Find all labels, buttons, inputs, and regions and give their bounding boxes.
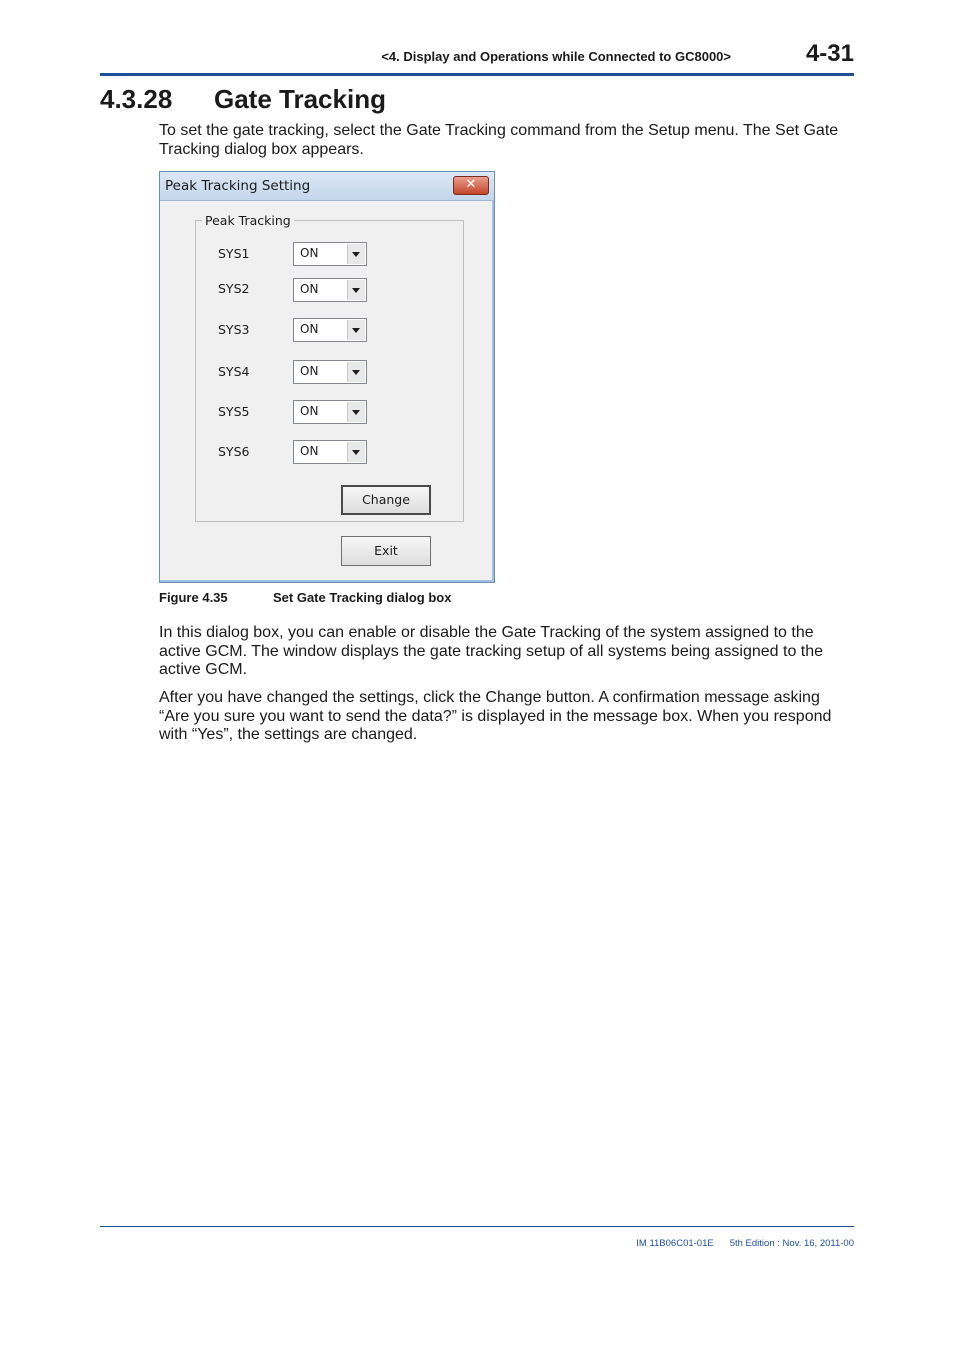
sys2-value: ON bbox=[300, 282, 319, 296]
doc-id: IM 11B06C01-01E bbox=[636, 1238, 714, 1249]
intro-paragraph: To set the gate tracking, select the Gate Tracking command from the Setup menu. The Set Gate Tracking dialog box appears. bbox=[159, 122, 839, 158]
close-icon: ✕ bbox=[465, 177, 477, 192]
sys4-label: SYS4 bbox=[218, 364, 250, 379]
page-number: 4-31 bbox=[805, 40, 854, 67]
section-heading bbox=[100, 84, 386, 115]
sys6-label: SYS6 bbox=[218, 444, 250, 459]
header-rule bbox=[100, 73, 854, 76]
section-title: Gate Tracking bbox=[214, 84, 386, 114]
dialog-title: Peak Tracking Setting bbox=[165, 178, 311, 194]
chevron-down-icon[interactable] bbox=[347, 280, 365, 300]
edition: 5th Edition : Nov. 16, 2011-00 bbox=[729, 1238, 854, 1249]
sys3-label: SYS3 bbox=[218, 322, 250, 337]
sys5-value: ON bbox=[300, 404, 319, 418]
paragraph-2: In this dialog box, you can enable or disable the Gate Tracking of the system assigned to the active GCM. The window displays the gate tracking setup of all systems being assigned to the active GCM. bbox=[159, 624, 824, 678]
chevron-down-icon[interactable] bbox=[347, 362, 365, 382]
chevron-down-icon[interactable] bbox=[347, 320, 365, 340]
sys1-value: ON bbox=[300, 246, 319, 260]
close-button[interactable] bbox=[453, 176, 489, 195]
sys6-select[interactable] bbox=[293, 440, 367, 464]
group-label: Peak Tracking bbox=[202, 213, 294, 228]
figure-number: Figure 4.35 bbox=[159, 590, 228, 605]
figure-caption-text: Set Gate Tracking dialog box bbox=[273, 590, 452, 605]
peak-tracking-dialog bbox=[159, 171, 495, 583]
section-number: 4.3.28 bbox=[100, 84, 173, 114]
exit-button[interactable]: Exit bbox=[341, 536, 431, 566]
sys4-select[interactable] bbox=[293, 360, 367, 384]
footer bbox=[500, 1238, 854, 1249]
change-button[interactable]: Change bbox=[341, 485, 431, 515]
dialog-titlebar bbox=[160, 172, 494, 201]
dialog-right-edge bbox=[492, 200, 494, 582]
sys4-value: ON bbox=[300, 364, 319, 378]
sys5-select[interactable] bbox=[293, 400, 367, 424]
chevron-down-icon[interactable] bbox=[347, 244, 365, 264]
figure-caption bbox=[159, 590, 451, 605]
sys6-value: ON bbox=[300, 444, 319, 458]
sys5-label: SYS5 bbox=[218, 404, 250, 419]
dialog-bottom-edge bbox=[160, 580, 494, 582]
footer-rule bbox=[100, 1226, 854, 1227]
sys2-label: SYS2 bbox=[218, 281, 250, 296]
chevron-down-icon[interactable] bbox=[347, 402, 365, 422]
chevron-down-icon[interactable] bbox=[347, 442, 365, 462]
paragraph-3: After you have changed the settings, click the Change button. A confirmation message asking “Are you sure you want to send the data?” is displayed in the message box. When you respond with “Yes”, the settings are changed. bbox=[159, 689, 832, 743]
sys1-label: SYS1 bbox=[218, 246, 250, 261]
sys1-select[interactable] bbox=[293, 242, 367, 266]
sys2-select[interactable] bbox=[293, 278, 367, 302]
sys3-select[interactable] bbox=[293, 318, 367, 342]
chapter-title: <4. Display and Operations while Connected to GC8000> bbox=[381, 49, 731, 64]
sys3-value: ON bbox=[300, 322, 319, 336]
